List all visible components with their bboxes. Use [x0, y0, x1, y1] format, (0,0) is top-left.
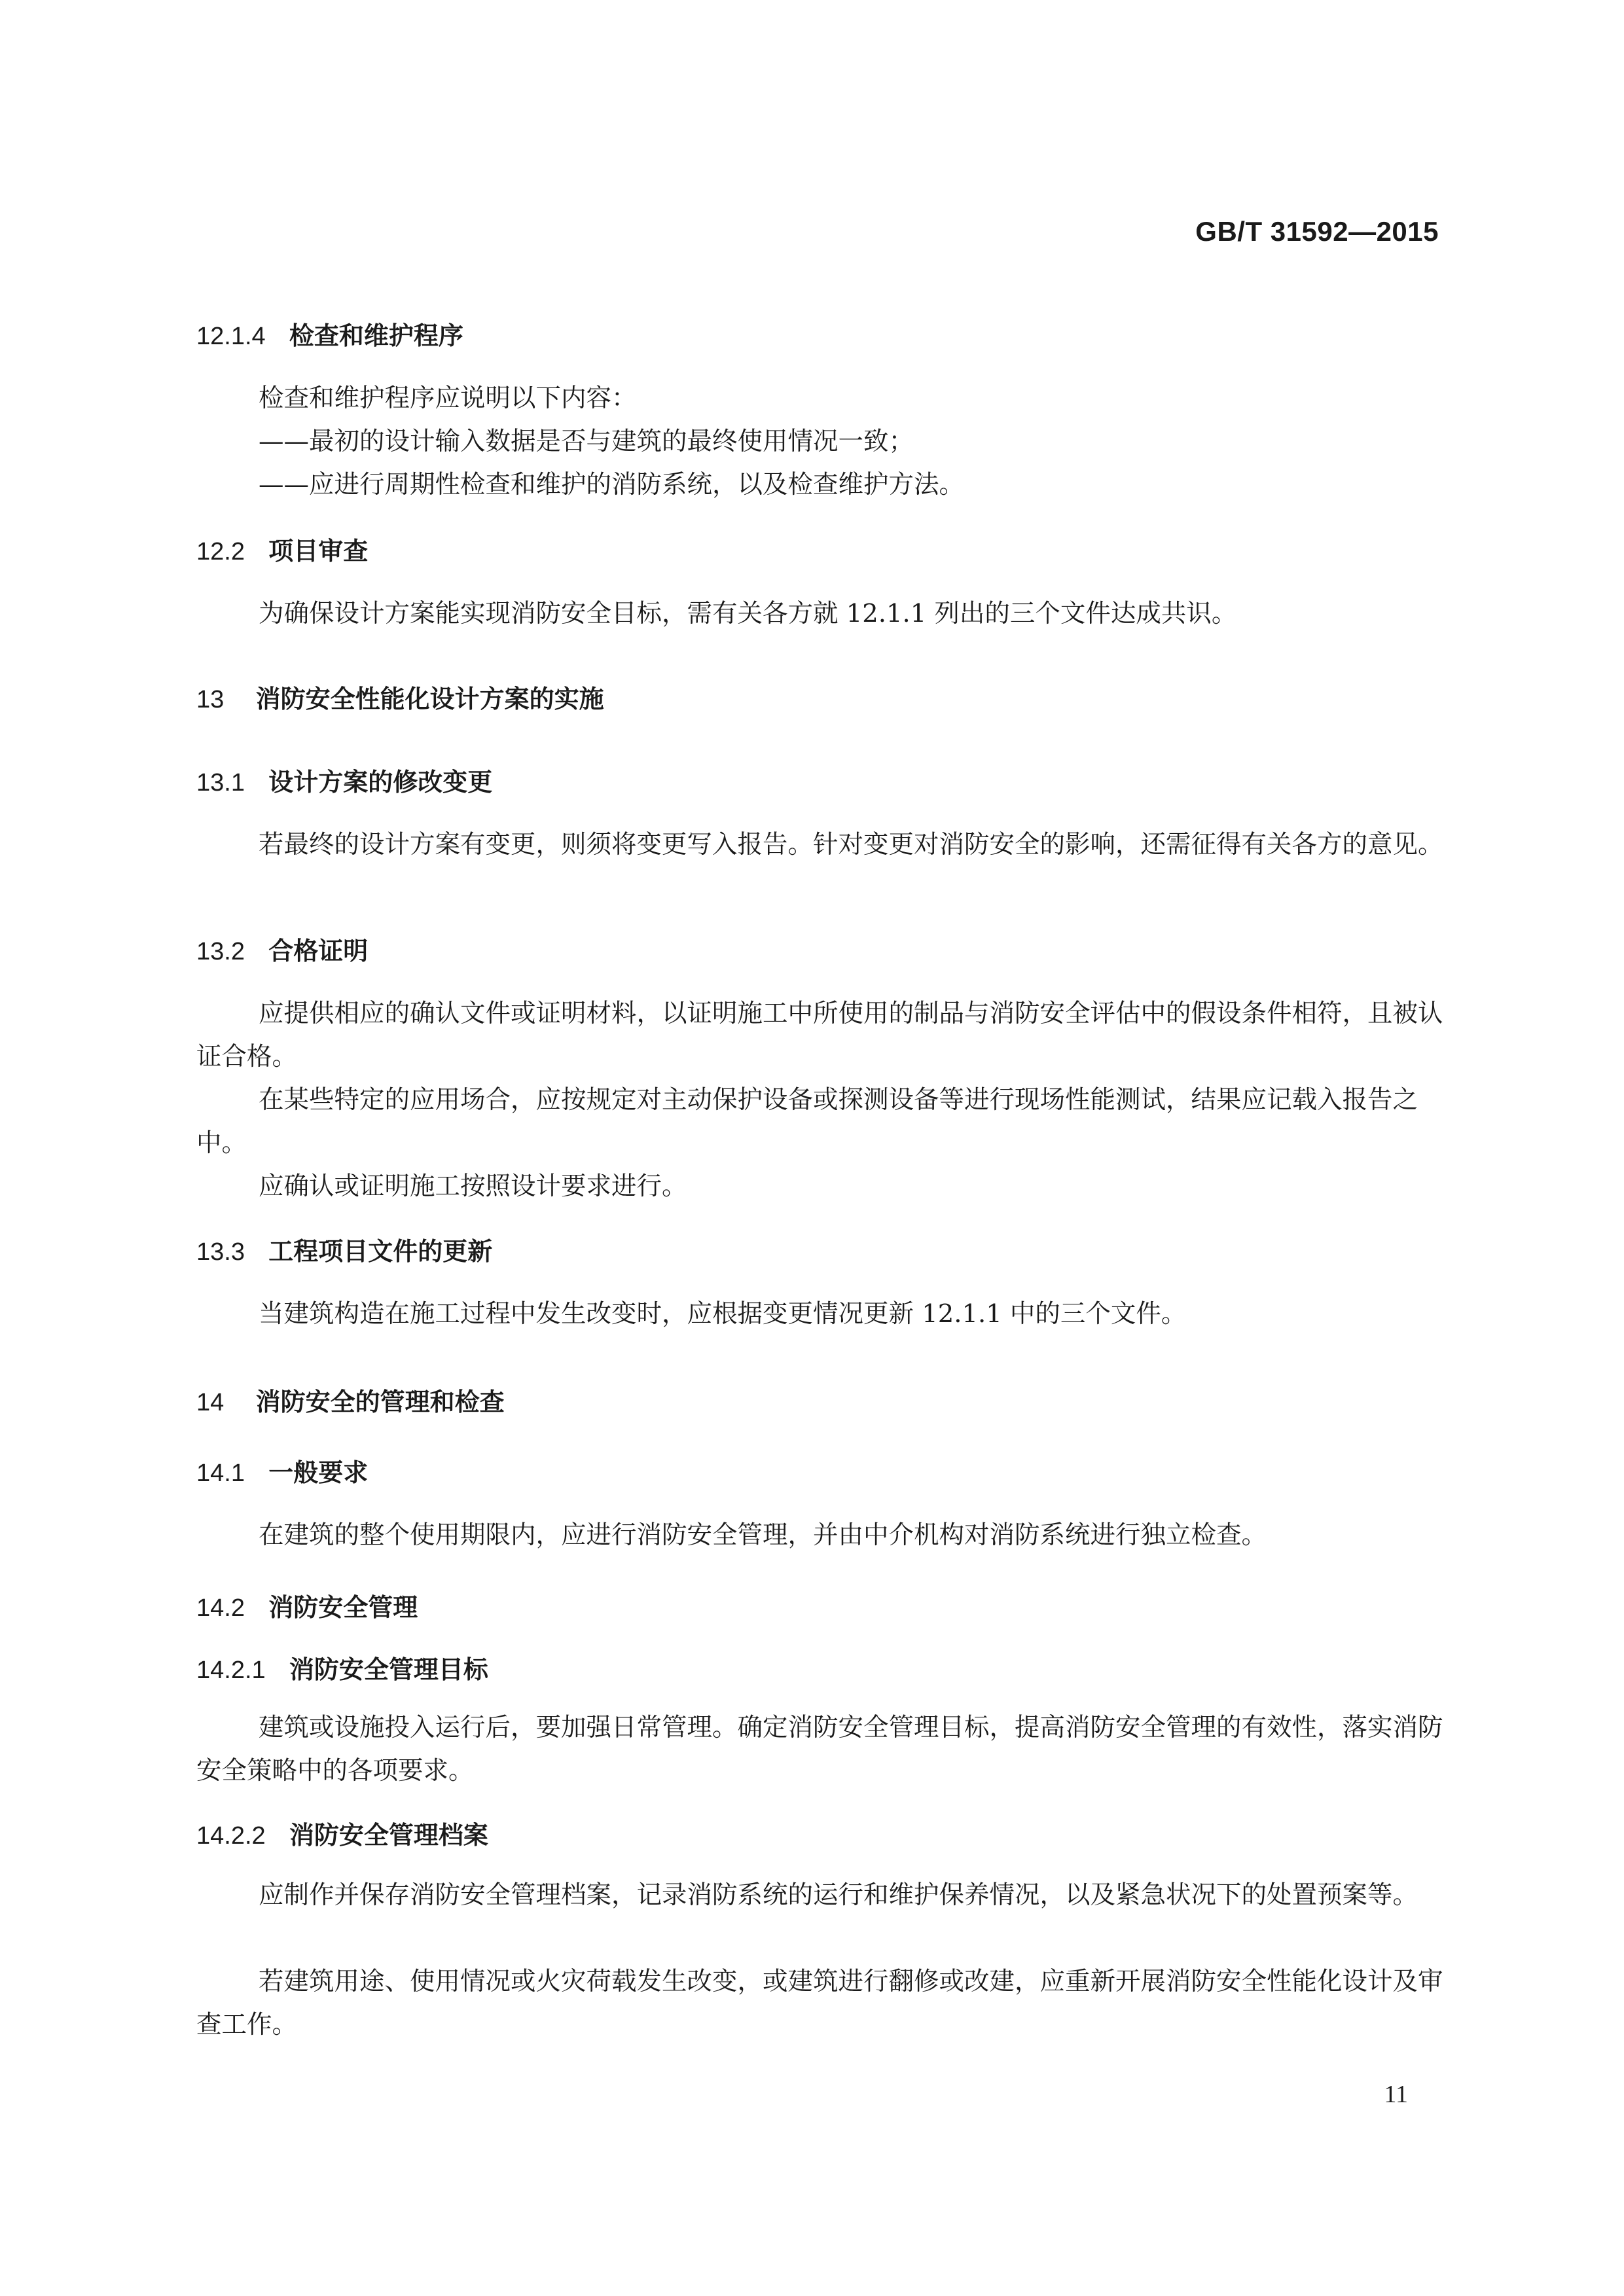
paragraph: 应确认或证明施工按照设计要求进行。: [259, 1172, 687, 1201]
heading-12-2: [196, 539, 368, 564]
standard-code: GB/T 31592—2015: [1195, 216, 1439, 247]
paragraph: 当建筑构造在施工过程中发生改变时，应根据变更情况更新 12.1.1 中的三个文件。: [259, 1299, 1187, 1329]
paragraph: 在建筑的整个使用期限内，应进行消防安全管理，并由中介机构对消防系统进行独立检查。: [259, 1520, 1267, 1550]
heading-title: 项目审查: [268, 537, 369, 565]
heading-13-1: [196, 770, 492, 795]
list-item: ——应进行周期性检查和维护的消防系统，以及检查维护方法。: [259, 470, 965, 499]
paragraph: 为确保设计方案能实现消防安全目标，需有关各方就 12.1.1 列出的三个文件达成共识。: [259, 599, 1237, 628]
heading-title: 消防安全性能化设计方案的实施: [255, 685, 604, 713]
heading-title: 一般要求: [268, 1458, 369, 1487]
heading-number: 12.2: [196, 538, 245, 565]
heading-number: 12.1.4: [196, 323, 266, 350]
heading-title: 检查和维护程序: [289, 321, 463, 350]
heading-14-1: [196, 1460, 368, 1486]
heading-title: 消防安全管理目标: [289, 1655, 488, 1684]
page-number: 11: [1384, 2081, 1408, 2108]
paragraph: 若最终的设计方案有变更，则须将变更写入报告。针对变更对消防安全的影响，还需征得有关各方的意见。: [259, 830, 1443, 859]
heading-title: 消防安全管理档案: [289, 1821, 488, 1850]
heading-title: 消防安全的管理和检查: [255, 1388, 505, 1416]
heading-14-2-1: [196, 1657, 488, 1683]
paragraph: 若建筑用途、使用情况或火灾荷载发生改变，或建筑进行翻修或改建，应重新开展消防安全性能化设计及审查工作。: [196, 1967, 1443, 2039]
heading-14-2-2: [196, 1823, 488, 1848]
heading-title: 合格证明: [268, 937, 369, 965]
heading-number: 14.2.1: [196, 1657, 266, 1684]
heading-12-1-4: [196, 323, 463, 349]
heading-title: 工程项目文件的更新: [268, 1237, 493, 1266]
paragraph: 在某些特定的应用场合，应按规定对主动保护设备或探测设备等进行现场性能测试，结果应记载入报告之中。: [196, 1085, 1418, 1158]
heading-number: 13.3: [196, 1238, 245, 1266]
paragraph: 应制作并保存消防安全管理档案，记录消防系统的运行和维护保养情况，以及紧急状况下的处置预案等。: [259, 1880, 1418, 1910]
paragraph: 检查和维护程序应说明以下内容：: [259, 384, 637, 413]
heading-13-3: [196, 1239, 492, 1265]
list-item: ——最初的设计输入数据是否与建筑的最终使用情况一致；: [259, 427, 914, 456]
heading-13-2: [196, 939, 368, 964]
heading-title: 设计方案的修改变更: [268, 768, 493, 797]
paragraph: 应提供相应的确认文件或证明材料，以证明施工中所使用的制品与消防安全评估中的假设条件相符，且被认证合格。: [196, 999, 1443, 1071]
heading-number: 13.1: [196, 769, 245, 797]
heading-number: 14.2: [196, 1594, 245, 1622]
heading-number: 13: [196, 686, 225, 713]
heading-14-2: [196, 1595, 418, 1621]
heading-number: 14.2.2: [196, 1822, 266, 1850]
paragraph: 建筑或设施投入运行后，要加强日常管理。确定消防安全管理目标，提高消防安全管理的有效性，落实消防安全策略中的各项要求。: [196, 1713, 1443, 1785]
heading-number: 14.1: [196, 1460, 245, 1487]
heading-number: 13.2: [196, 938, 245, 965]
heading-number: 14: [196, 1389, 225, 1416]
heading-14: [196, 1390, 505, 1415]
heading-13: [196, 687, 604, 712]
heading-title: 消防安全管理: [268, 1593, 418, 1622]
